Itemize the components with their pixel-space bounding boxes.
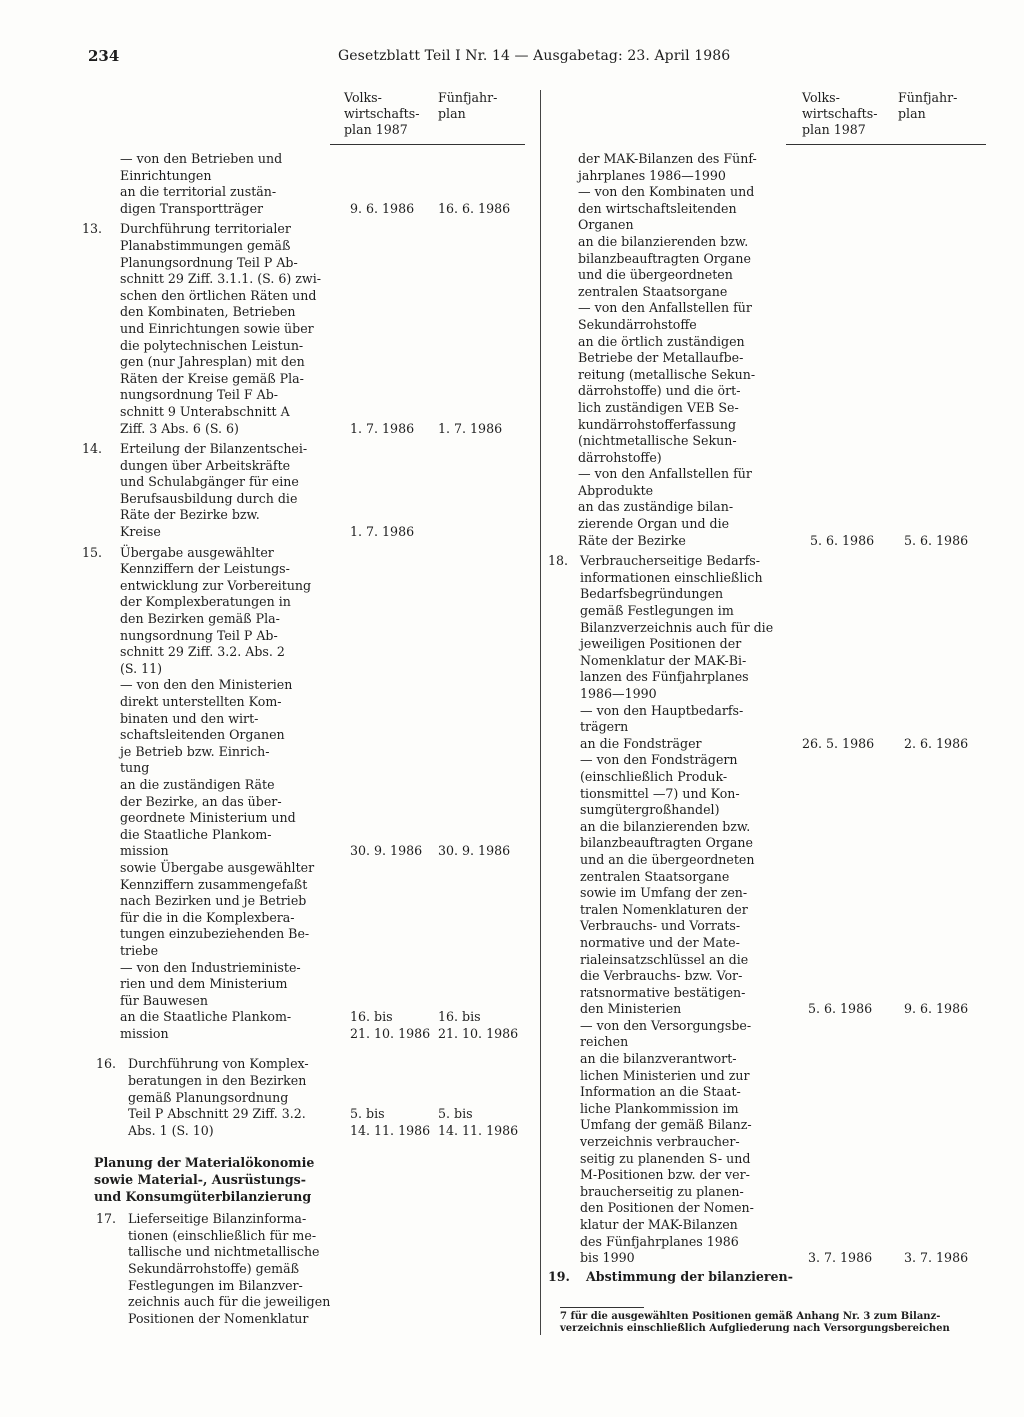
entry-text: — von den Fondsträgern (einschließlich Produk- tionsmittel —7) und Kon- sumgütergroßhandel) an die bilanzierenden bzw. bilanzbeauftragten Organe und an die übergeordneten zentralen Staatsorgane sowie im Umfang der zen- tralen Nomenklaturen der Verbrauchs- und Vorrats- normative und der Mate- rialeinsatzschlüssel an die die Verbrauchs- bzw. Vor- ratsnormative bestätigen- den Ministerien bbox=[580, 752, 755, 1017]
entry-text: Verbraucherseitige Bedarfs- informationen einschließlich Bedarfsbegründungen gemäß Festlegungen im Bilanzverzeichnis auch für die jeweiligen Positionen der Nomenklatur der MAK-Bi- lanzen des Fünfjahrplanes 1986—1990 — von den Hauptbedarfs- trägern an die Fondsträger bbox=[580, 553, 774, 751]
entry-text: Erteilung der Bilanzentschei- dungen über Arbeitskräfte und Schulabgänger für eine Berufsausbildung durch die Räte der Bezirke bzw. Kreise bbox=[120, 441, 308, 540]
date-vwp: 3. 7. 1986 bbox=[808, 1250, 873, 1266]
date-vwp: 1. 7. 1986 bbox=[350, 420, 415, 436]
entry-text: Lieferseitige Bilanzinforma- tionen (einschließlich für me- tallische und nichtmetallische Sekundärrohstoffe) gemäß Festlegungen im Bilanzver- zeichnis auch für die jeweiligen Positionen der Nomenklatur bbox=[128, 1211, 331, 1326]
header-fuenfjahrplan: Fünfjahr- plan bbox=[898, 90, 958, 121]
date-fjp: 16. 6. 1986 bbox=[438, 200, 511, 216]
entry-16 bbox=[82, 1056, 532, 1139]
footnote-text: 7 für die ausgewählten Positionen gemäß Anhang Nr. 3 zum Bilanz- verzeichnis einschließlich Aufgliederung nach Versorgungsbereichen bbox=[560, 1311, 950, 1334]
right-column-header bbox=[786, 90, 986, 145]
date-fjp: 3. 7. 1986 bbox=[904, 1250, 969, 1266]
header-volkswirtschaftsplan: Volks- wirtschafts- plan 1987 bbox=[344, 90, 420, 137]
page-header bbox=[88, 48, 988, 70]
entry-number: 16. bbox=[96, 1056, 117, 1072]
date-vwp: 5. 6. 1986 bbox=[808, 1001, 873, 1017]
left-column bbox=[82, 90, 532, 1327]
entry-17-continuation bbox=[578, 151, 988, 549]
date-vwp: 1. 7. 1986 bbox=[350, 524, 415, 540]
entry-text: — von den Versorgungsbe- reichen an die bilanzverantwort- lichen Ministerien und zur Information an die Staat- liche Plankommission im Umfang der gemäß Bilanz- verzeichnis verbraucher- seitig zu planenden S- und M-Positionen bzw. der ver- braucherseitig zu planen- den Positionen der Nomen- klatur der MAK-Bilanzen des Fünfjahrplanes 1986 bis 1990 bbox=[580, 1017, 754, 1266]
date-vwp: 16. bis 21. 10. 1986 bbox=[350, 1009, 431, 1041]
entry-number: 17. bbox=[96, 1211, 117, 1227]
date-vwp: 9. 6. 1986 bbox=[350, 200, 415, 216]
footnote-rule bbox=[560, 1307, 644, 1308]
entry-17 bbox=[82, 1211, 532, 1327]
header-fuenfjahrplan: Fünfjahr- plan bbox=[438, 90, 498, 121]
left-column-header bbox=[330, 90, 525, 145]
date-fjp: 5. bis 14. 11. 1986 bbox=[438, 1106, 519, 1138]
footnote bbox=[560, 1307, 990, 1335]
entry-19 bbox=[548, 1269, 988, 1286]
entry-15-continuation bbox=[82, 860, 532, 1043]
entry-14 bbox=[82, 441, 532, 541]
entry-text: Übergabe ausgewählter Kennziffern der Leistungs- entwicklung zur Vorbereitung der Komplexberatungen in den Bezirken gemäß Pla- nungsordnung Teil P Ab- schnitt 29 Ziff. 3.2. Abs. 2 (S. 11) — von den den Ministerien direkt unterstellten Kom- binaten und den wirt- schaftsleitenden Organen je Betrieb bzw. Einrich- tung an die zuständigen Räte der Bezirke, an das über- geordnete Ministerium und die Staatliche Plankom- mission bbox=[120, 544, 312, 859]
date-fjp: 2. 6. 1986 bbox=[904, 735, 969, 751]
right-column bbox=[548, 90, 988, 1285]
entry-18-continuation-2 bbox=[548, 1018, 988, 1267]
header-volkswirtschaftsplan: Volks- wirtschafts- plan 1987 bbox=[802, 90, 878, 137]
entry-18 bbox=[548, 553, 988, 752]
date-vwp: 5. bis 14. 11. 1986 bbox=[350, 1106, 431, 1138]
entry-15 bbox=[82, 545, 532, 860]
entry-number: 19. bbox=[548, 1268, 570, 1284]
entry-text: Durchführung von Komplex- beratungen in den Bezirken gemäß Planungsordnung Teil P Abschnitt 29 Ziff. 3.2. Abs. 1 (S. 10) bbox=[128, 1056, 309, 1138]
date-fjp: 9. 6. 1986 bbox=[904, 1001, 969, 1017]
entry-text: der MAK-Bilanzen des Fünf- jahrplanes 1986—1990 — von den Kombinaten und den wirtschaftsleitenden Organen an die bilanzierenden bzw. bilanzbeauftragten Organe und die übergeordneten zentralen Staatsorgane — von den Anfallstellen für Sekundärrohstoffe an die örtlich zuständigen Betriebe der Metallaufbe- reitung (metallische Sekun- därrohstoffe) und die ört- lich zuständigen VEB Se- kundärrohstofferfassung (nichtmetallische Sekun- därrohstoffe) — von den Anfallstellen für Abprodukte an das zuständige bilan- zierende Organ und die Räte der Bezirke bbox=[578, 151, 757, 548]
entry-13 bbox=[82, 221, 532, 437]
entry-number: 13. bbox=[82, 221, 103, 237]
running-head: Gesetzblatt Teil I Nr. 14 — Ausgabetag: 23. April 1986 bbox=[338, 48, 731, 64]
section-heading: Planung der Materialökonomie sowie Material-, Ausrüstungs- und Konsumgüterbilanzierung bbox=[94, 1155, 315, 1204]
date-fjp: 30. 9. 1986 bbox=[438, 843, 511, 859]
entry-number: 18. bbox=[548, 553, 569, 569]
entry-12-continuation bbox=[120, 151, 532, 217]
entry-18-continuation-1 bbox=[548, 752, 988, 1018]
date-vwp: 30. 9. 1986 bbox=[350, 843, 423, 859]
date-vwp: 5. 6. 1986 bbox=[810, 532, 875, 548]
column-divider bbox=[540, 90, 541, 1335]
entry-number: 15. bbox=[82, 544, 103, 560]
page-number: 234 bbox=[88, 47, 120, 65]
entry-text: sowie Übergabe ausgewählter Kennziffern zusammengefaßt nach Bezirken und je Betrieb für die in die Komplexbera- tungen einzubeziehenden Be- triebe — von den Industrieministe- rien und dem Ministerium für Bauwesen an die Staatliche Plankom- mission bbox=[120, 859, 315, 1041]
entry-text: Durchführung territorialer Planabstimmungen gemäß Planungsordnung Teil P Ab- schnitt 29 Ziff. 3.1.1. (S. 6) zwi- schen den örtlichen Räten und den Kombinaten, Betrieben und Einrichtungen sowie über die polytechnischen Leistun- gen (nur Jahresplan) mit den Räten der Kreise gemäß Pla- nungsordnung Teil F Ab- schnitt 9 Unterabschnitt A Ziff. 3 Abs. 6 (S. 6) bbox=[120, 221, 321, 436]
date-fjp: 1. 7. 1986 bbox=[438, 420, 503, 436]
entry-text: Abstimmung der bilanzieren- bbox=[586, 1268, 793, 1284]
date-fjp: 16. bis 21. 10. 1986 bbox=[438, 1009, 519, 1041]
date-vwp: 26. 5. 1986 bbox=[802, 735, 875, 751]
entry-text: — von den Betrieben und Einrichtungen an die territorial zustän- digen Transportträger bbox=[120, 151, 283, 216]
date-fjp: 5. 6. 1986 bbox=[904, 532, 969, 548]
entry-number: 14. bbox=[82, 441, 103, 457]
